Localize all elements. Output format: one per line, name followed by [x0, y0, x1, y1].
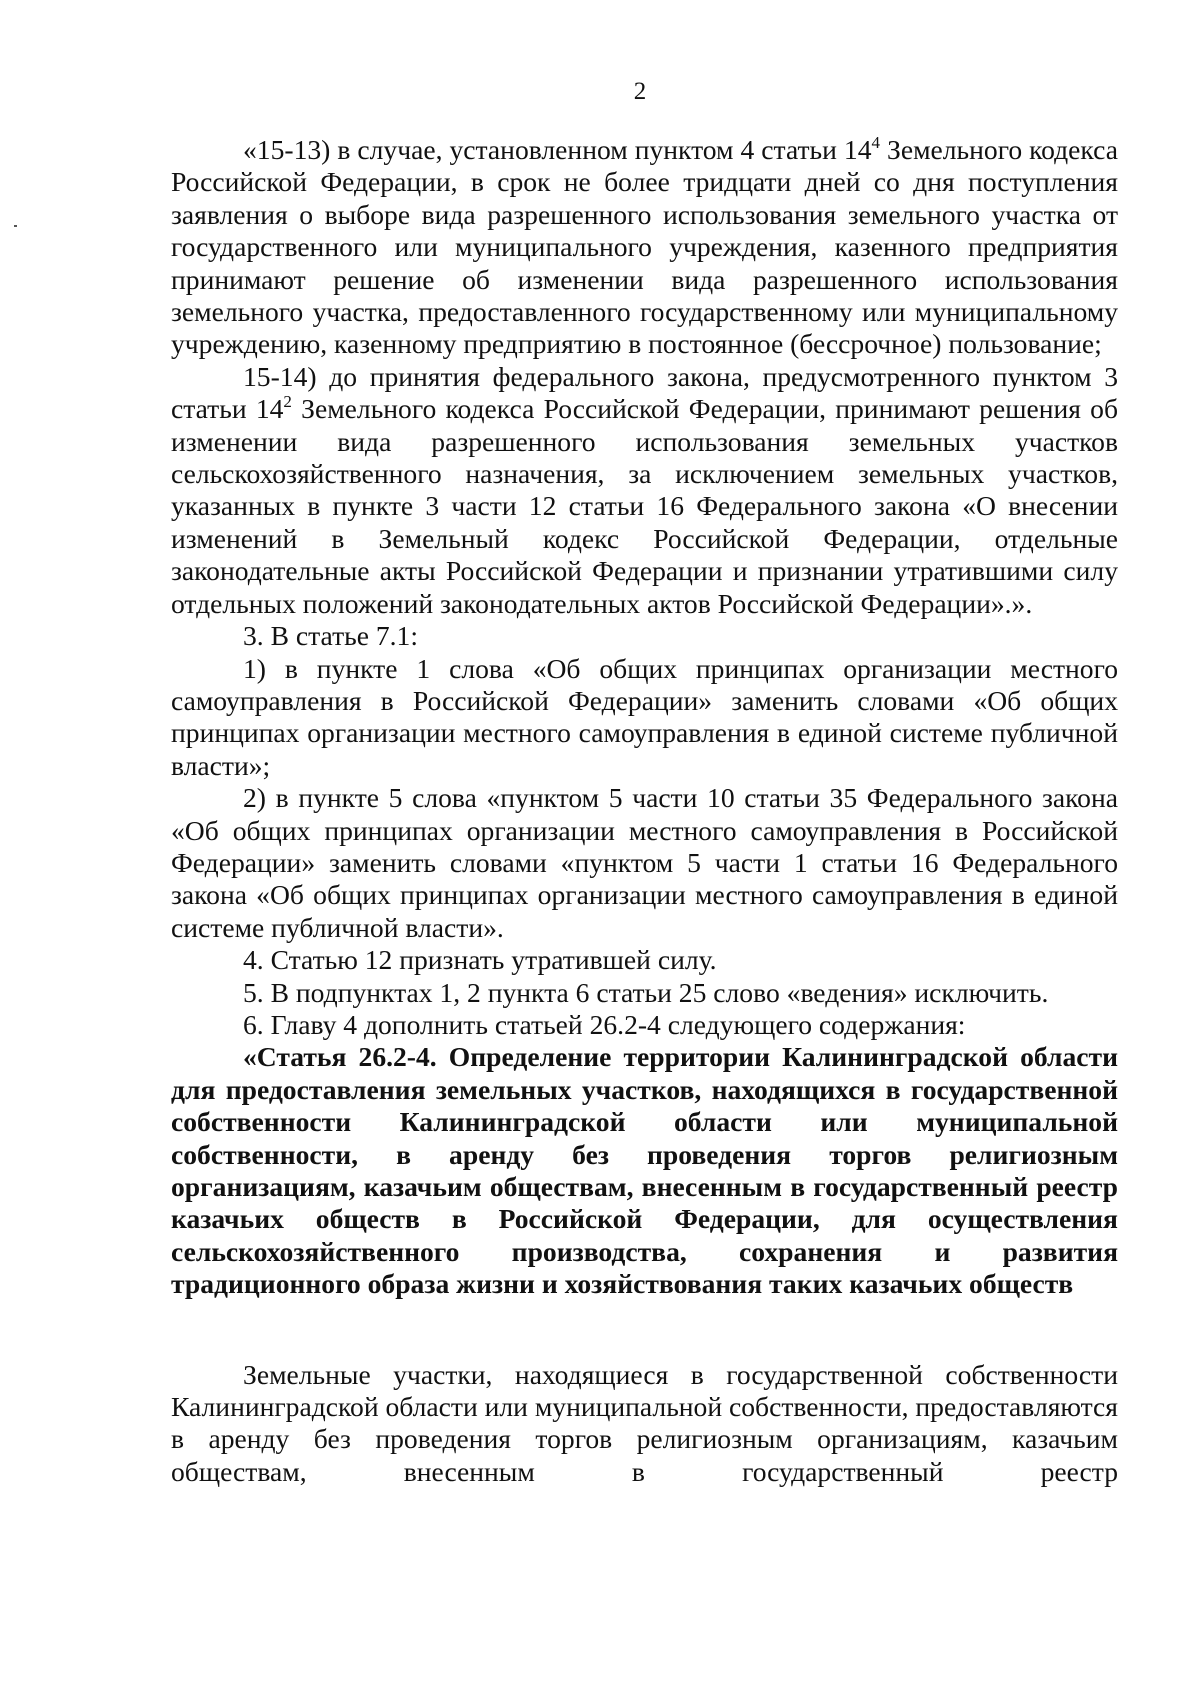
paragraph-15-13 [171, 134, 1118, 361]
paragraph-15-14 [171, 361, 1118, 620]
spacer [171, 1301, 1118, 1359]
item-4: 4. Статью 12 признать утратившей силу. [243, 944, 717, 976]
item-6: 6. Главу 4 дополнить статьей 26.2-4 следующего содержания: [243, 1008, 966, 1040]
paragraph-text: Земельного кодекса Российской Федерации, принимают решения об изменении вида разрешенного использования земельных участков сельскохозяйственного назначения, за исключением земельных участков, указанных в пункте 3 части 12 статьи 16 Федерального закона «О внесении изменений в Земельный кодекс Российской Федерации, отдельные законодательные акты Российской Федерации и признании утратившими силу отдельных положений законодательных актов Российской Федерации».». [171, 393, 1118, 619]
article-body-paragraph: Земельные участки, находящиеся в государственной собственности Калининградской области или муниципальной собственности, предоставляются в аренду без проведения торгов религиозным организациям, казачьим обществам, внесенным в государственный реестр [171, 1358, 1118, 1487]
paragraph-text: Земельного кодекса Российской Федерации, в срок не более тридцати дней со дня поступления заявления о выборе вида разрешенного использования земельного участка от государственного или муниципального учреждения, казенного предприятия принимают решение об изменении вида разрешенного использования земельного участка, предоставленного государственному или муниципальному учреждению, казенному предприятию в постоянное (бессрочное) пользование; [171, 134, 1118, 360]
item-3: 3. В статье 7.1: [243, 620, 419, 652]
paragraph-text: «15-13) в случае, установленном пунктом 4 статьи 14 [243, 134, 872, 165]
scan-speck [14, 225, 17, 227]
paragraph-text: 15-14) до принятия федерального закона, предусмотренного пунктом 3 статьи 14 [171, 360, 1118, 425]
document-body [171, 134, 1118, 1488]
subitem-2: 2) в пункте 5 слова «пунктом 5 части 10 статьи 35 Федерального закона «Об общих принципах организации местного самоуправления в Российской Федерации» заменить словами «пунктом 5 части 1 статьи 16 Федерального закона «Об общих принципах организации местного самоуправления в единой системе публичной власти». [171, 782, 1118, 943]
subitem-1: 1) в пункте 1 слова «Об общих принципах организации местного самоуправления в Российской Федерации» заменить словами «Об общих принципах организации местного самоуправления в единой системе публичной власти»; [171, 652, 1118, 781]
superscript: 4 [871, 133, 880, 152]
item-5: 5. В подпунктах 1, 2 пункта 6 статьи 25 слово «ведения» исключить. [243, 976, 1049, 1008]
page-number: 2 [633, 78, 647, 105]
article-heading: «Статья 26.2-4. Определение территории Калининградской области для предоставления земельных участков, находящихся в государственной собственности Калининградской области или муниципальной собственности, в аренду без проведения торгов религиозным организациям, казачьим обществам, внесенным в государственный реестр казачьих обществ в Российской Федерации, для осуществления сельскохозяйственного производства, сохранения и развития традиционного образа жизни и хозяйствования таких казачьих обществ [171, 1041, 1118, 1300]
superscript: 2 [283, 392, 292, 412]
